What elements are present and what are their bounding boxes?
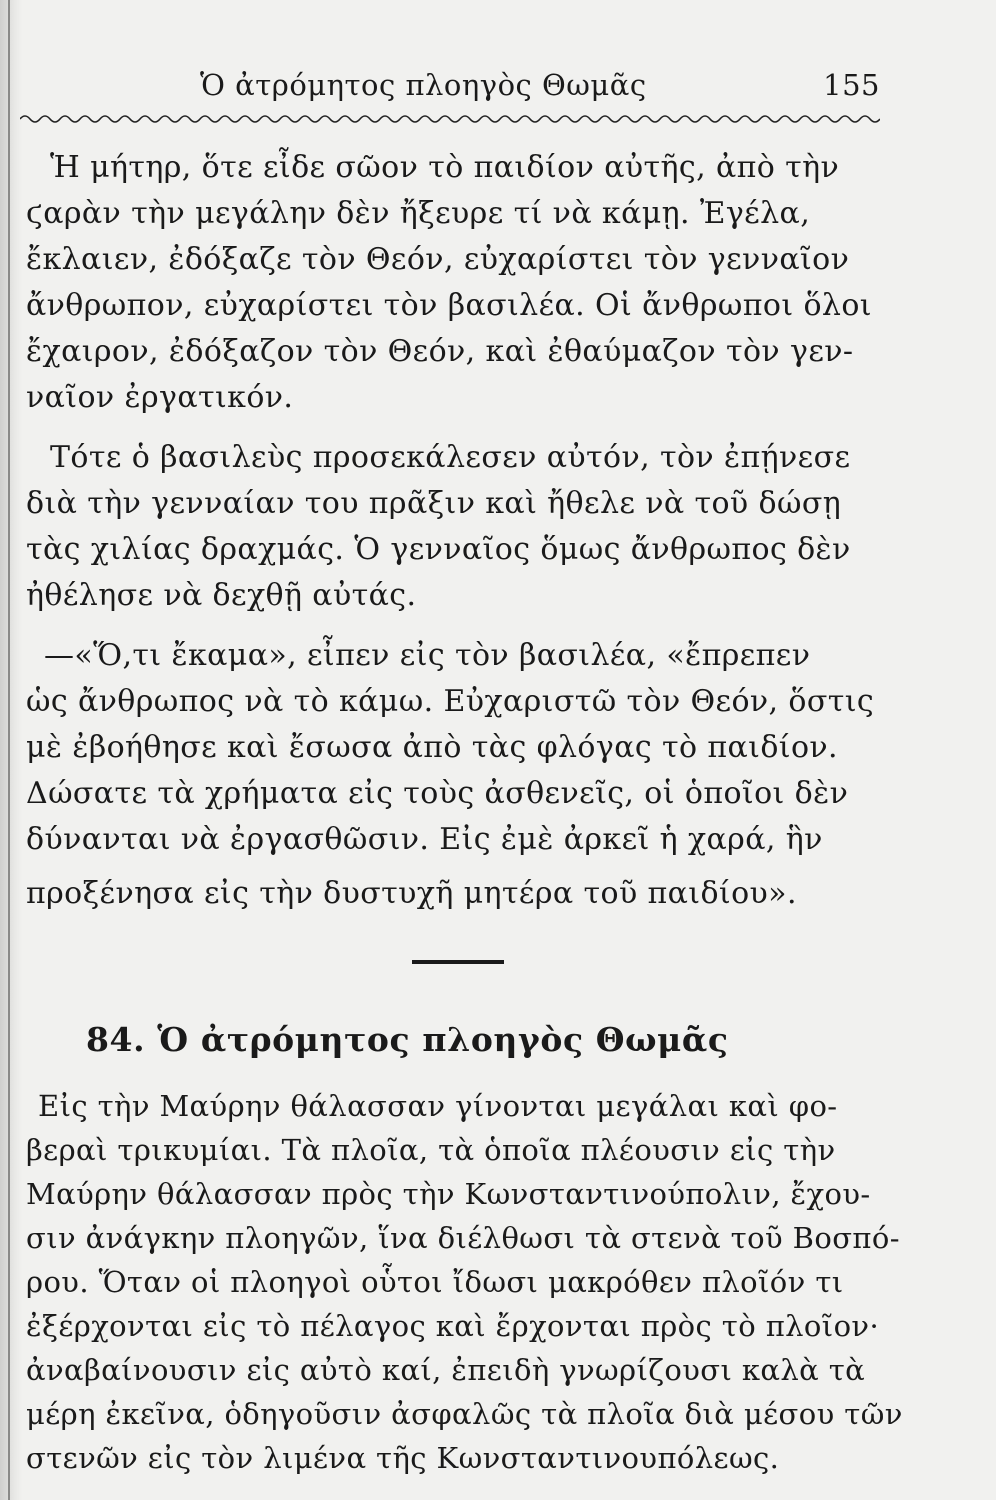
text-line: προξένησα εἰς τὴν δυστυχῆ μητέρα τοῦ παιδίου». <box>26 876 797 911</box>
text-line: μέρη ἐκεῖνα, ὁδηγοῦσιν ἀσφαλῶς τὰ πλοῖα διὰ μέσου τῶν <box>26 1397 903 1431</box>
text-line: διὰ τὴν γενναίαν του πρᾶξιν καὶ ἤθελε νὰ τοῦ δώσῃ <box>26 486 842 521</box>
text-line: μὲ ἐβοήθησε καὶ ἔσωσα ἀπὸ τὰς φλόγας τὸ παιδίον. <box>26 730 838 765</box>
running-title: Ὁ ἀτρόμητος πλοηγὸς Θωμᾶς <box>200 68 647 102</box>
text-line: ἐξέρχονται εἰς τὸ πέλαγος καὶ ἔρχονται πρὸς τὸ πλοῖον· <box>26 1309 880 1343</box>
section-separator <box>412 960 504 964</box>
text-line: Εἰς τὴν Μαύρην θάλασσαν γίνονται μεγάλαι καὶ φο- <box>38 1089 838 1123</box>
text-line: ὡς ἄνθρωπος νὰ τὸ κάμω. Εὐχαριστῶ τὸν Θεόν, ὅστις <box>26 684 875 719</box>
wavy-rule <box>20 112 880 126</box>
text-line: ρου. Ὅταν οἱ πλοηγοὶ οὗτοι ἴδωσι μακρόθεν πλοῖόν τι <box>26 1265 844 1299</box>
text-line: ϛαρὰν τὴν μεγάλην δὲν ἤξευρε τί νὰ κάμῃ. Ἐγέλα, <box>26 196 811 231</box>
text-line: τὰς χιλίας δραχμάς. Ὁ γενναῖος ὅμως ἄνθρωπος δὲν <box>26 532 851 567</box>
text-line: ἠθέλησε νὰ δεχθῇ αὐτάς. <box>26 578 417 613</box>
text-line: Μαύρην θάλασσαν πρὸς τὴν Κωνσταντινούπολιν, ἔχου- <box>26 1177 871 1211</box>
binding-edge <box>8 0 10 1500</box>
text-line: ἀναβαίνουσιν εἰς αὐτὸ καί, ἐπειδὴ γνωρίζουσι καλὰ τὰ <box>26 1353 866 1387</box>
text-line: σιν ἀνάγκην πλοηγῶν, ἵνα διέλθωσι τὰ στενὰ τοῦ Βοσπό- <box>26 1221 900 1255</box>
text-line: —«Ὅ,τι ἔκαμα», εἶπεν εἰς τὸν βασιλέα, «ἔπρεπεν <box>44 638 811 673</box>
text-line: Δώσατε τὰ χρήματα εἰς τοὺς ἀσθενεῖς, οἱ ὁποῖοι δὲν <box>26 776 849 811</box>
text-line: βεραὶ τρικυμίαι. Τὰ πλοῖα, τὰ ὁποῖα πλέουσιν εἰς τὴν <box>26 1133 836 1167</box>
binding-gutter <box>0 0 22 1500</box>
page-number: 155 <box>823 68 880 102</box>
text-line: ναῖον ἐργατικόν. <box>26 380 294 415</box>
section-heading: 84. Ὁ ἀτρόμητος πλοηγὸς Θωμᾶς <box>86 1020 729 1059</box>
text-line: ἔχαιρον, ἐδόξαζον τὸν Θεόν, καὶ ἐθαύμαζον τὸν γεν- <box>26 334 854 369</box>
page-header <box>200 68 880 108</box>
text-line: Τότε ὁ βασιλεὺς προσεκάλεσεν αὐτόν, τὸν ἐπῄνεσε <box>50 440 851 475</box>
text-line: ἄνθρωπον, εὐχαρίστει τὸν βασιλέα. Οἱ ἄνθρωποι ὅλοι <box>26 288 872 323</box>
text-line: Ἡ μήτηρ, ὅτε εἶδε σῶον τὸ παιδίον αὐτῆς, ἀπὸ τὴν <box>50 150 840 185</box>
text-line: δύνανται νὰ ἐργασθῶσιν. Εἰς ἐμὲ ἀρκεῖ ἡ χαρά, ἣν <box>26 822 823 857</box>
text-line: στενῶν εἰς τὸν λιμένα τῆς Κωνσταντινουπόλεως. <box>26 1441 780 1475</box>
text-line: ἔκλαιεν, ἐδόξαζε τὸν Θεόν, εὐχαρίστει τὸν γενναῖον <box>26 242 850 277</box>
